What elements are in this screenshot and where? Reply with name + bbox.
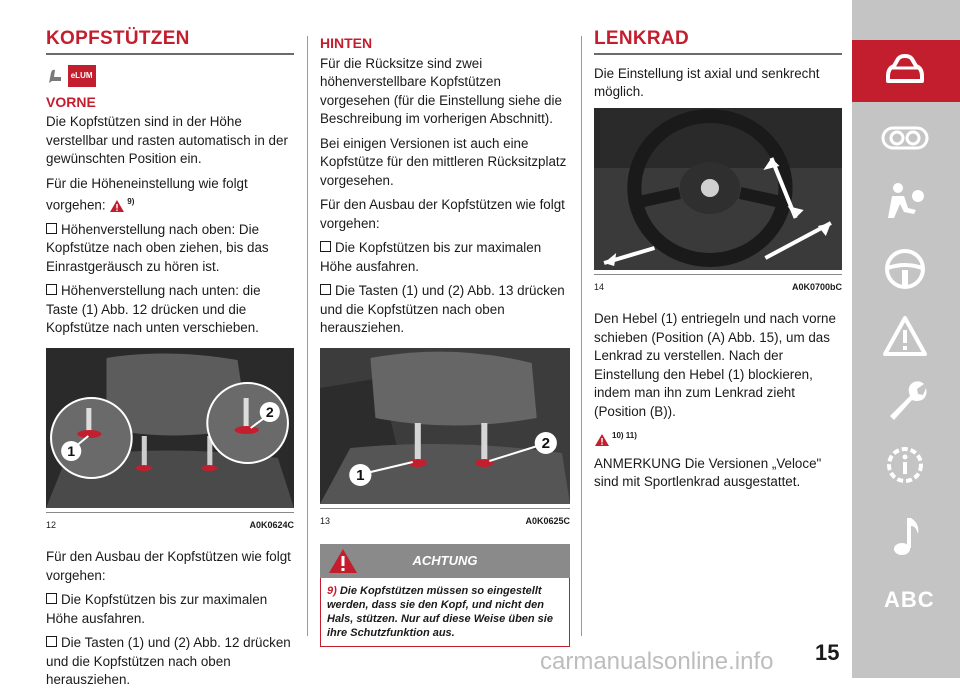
warning-text: Die Kopfstützen müssen so eingestellt werden, dass sie den Kopf, und nicht den Hals, stützen. Nur auf diese Weise üben sie ihre Schutzfunktion aus. [327, 585, 553, 639]
wrench-icon[interactable] [880, 374, 930, 424]
checkbox-bullet-icon [320, 241, 331, 252]
figure-caption [594, 274, 842, 297]
bullet-item: Die Kopfstützen bis zur maximalen Höhe ausfahren. [46, 592, 268, 626]
checkbox-bullet-icon [46, 284, 57, 295]
svg-text:2: 2 [265, 404, 274, 420]
column-divider [307, 36, 308, 636]
reference-line [594, 427, 842, 449]
bullet-item: Höhenverstellung nach oben: Die Kopfstütze nach oben ziehen, bis das Einrastgeräusch zu hören ist. [46, 221, 269, 274]
bullet-item: Die Tasten (1) und (2) Abb. 12 drücken und die Kopfstützen nach oben herausziehen. [46, 635, 291, 688]
paragraph: Den Hebel (1) entriegeln und nach vorne schieben (Position (A) Abb. 15), um das Lenkrad zu verstellen. Nach der Einstellung den Hebel (1) blockieren, indem man ihn zum Lenkrad zieht (Position (B)). [594, 311, 836, 419]
index-abc-button[interactable]: ABC [884, 587, 935, 612]
paragraph: Für den Ausbau der Kopfstützen wie folgt vorgehen: [320, 197, 565, 231]
figure-code: A0K0625C [525, 515, 570, 526]
steering-wheel-image [594, 108, 842, 270]
bullet-item: Die Tasten (1) und (2) Abb. 13 drücken und die Kopfstützen nach oben herausziehen. [320, 283, 565, 335]
footnote-ref: 9) [127, 197, 135, 206]
warning-triangle-icon [328, 548, 358, 574]
section-title-steering: LENKRAD [594, 30, 842, 55]
rear-headrest-image [320, 348, 570, 504]
figure-number: 12 [46, 519, 57, 530]
warning-title: ACHTUNG [412, 553, 478, 568]
footnote-ref: 10) 11) [612, 431, 637, 440]
paragraph: Bei einigen Versionen ist auch eine Kopfstütze für den mittleren Rücksitzplatz vorgesehen. [320, 135, 567, 188]
column-divider [581, 36, 582, 636]
figure-number: 14 [594, 281, 605, 292]
info-gear-icon[interactable] [880, 440, 930, 490]
subheading-front: VORNE [46, 93, 96, 110]
warning-icon [109, 199, 125, 213]
figure-12 [46, 348, 294, 508]
figure-caption [320, 508, 570, 531]
checkbox-bullet-icon [320, 284, 331, 295]
checkbox-bullet-icon [46, 636, 57, 647]
dashboard-gauge-icon[interactable] [880, 114, 930, 164]
badge-row [46, 65, 294, 87]
svg-text:1: 1 [356, 466, 365, 484]
figure-caption [46, 512, 294, 535]
column-steering-wheel [594, 30, 842, 498]
paragraph: Die Einstellung ist axial und senkrecht möglich. [594, 65, 820, 99]
figure-number: 13 [320, 515, 331, 526]
paragraph: Für die Höheneinstellung wie folgt vorgehen: $^{9)}$ [46, 175, 248, 213]
steering-wheel-icon[interactable] [880, 244, 930, 294]
figure-code: A0K0624C [249, 519, 294, 530]
column-headrests-front [46, 30, 294, 696]
figure-code: A0K0700bC [791, 281, 842, 292]
warning-triangle-icon[interactable] [880, 312, 930, 362]
checkbox-bullet-icon [46, 223, 57, 234]
checkbox-bullet-icon [46, 593, 57, 604]
svg-text:2: 2 [541, 434, 551, 452]
page-number: 15 [815, 640, 840, 665]
warning-header [320, 544, 570, 578]
warning-icon [594, 433, 610, 447]
bullet-item: Höhenverstellung nach unten: die Taste (1) Abb. 12 drücken und die Kopfstütze nach unten verschieben. [46, 283, 261, 336]
paragraph: Für die Rücksitze sind zwei höhenverstellbare Kopfstützen vorgesehen (für die Einstellung siehe die Beschreibung im vorherigen Abschnitt). [320, 55, 562, 126]
airbag-person-icon[interactable] [880, 178, 930, 228]
section-title-headrests: KOPFSTÜTZEN [46, 30, 294, 55]
seat-icon [46, 67, 64, 85]
front-headrest-image [46, 348, 294, 508]
subheading-rear: HINTEN [320, 35, 373, 51]
elum-badge: eLUM [68, 65, 96, 88]
car-icon[interactable] [880, 46, 930, 96]
music-note-icon[interactable] [880, 512, 930, 562]
svg-text:1: 1 [67, 443, 76, 459]
paragraph: ANMERKUNG Die Versionen „Veloce" sind mit Sportlenkrad ausgestattet. [594, 455, 822, 490]
bullet-item: Die Kopfstützen bis zur maximalen Höhe ausfahren. [320, 240, 542, 274]
warning-number: 9) [327, 585, 337, 597]
figure-13 [320, 348, 570, 504]
column-headrests-rear [320, 30, 570, 647]
figure-14 [594, 108, 842, 270]
paragraph: Für den Ausbau der Kopfstützen wie folgt vorgehen: [46, 549, 291, 583]
watermark: carmanualsonline.info [540, 648, 774, 675]
paragraph: Die Kopfstützen sind in der Höhe verstellbar und rasten automatisch in der gewünschten Position ein. [46, 114, 288, 166]
warning-box [320, 578, 570, 647]
